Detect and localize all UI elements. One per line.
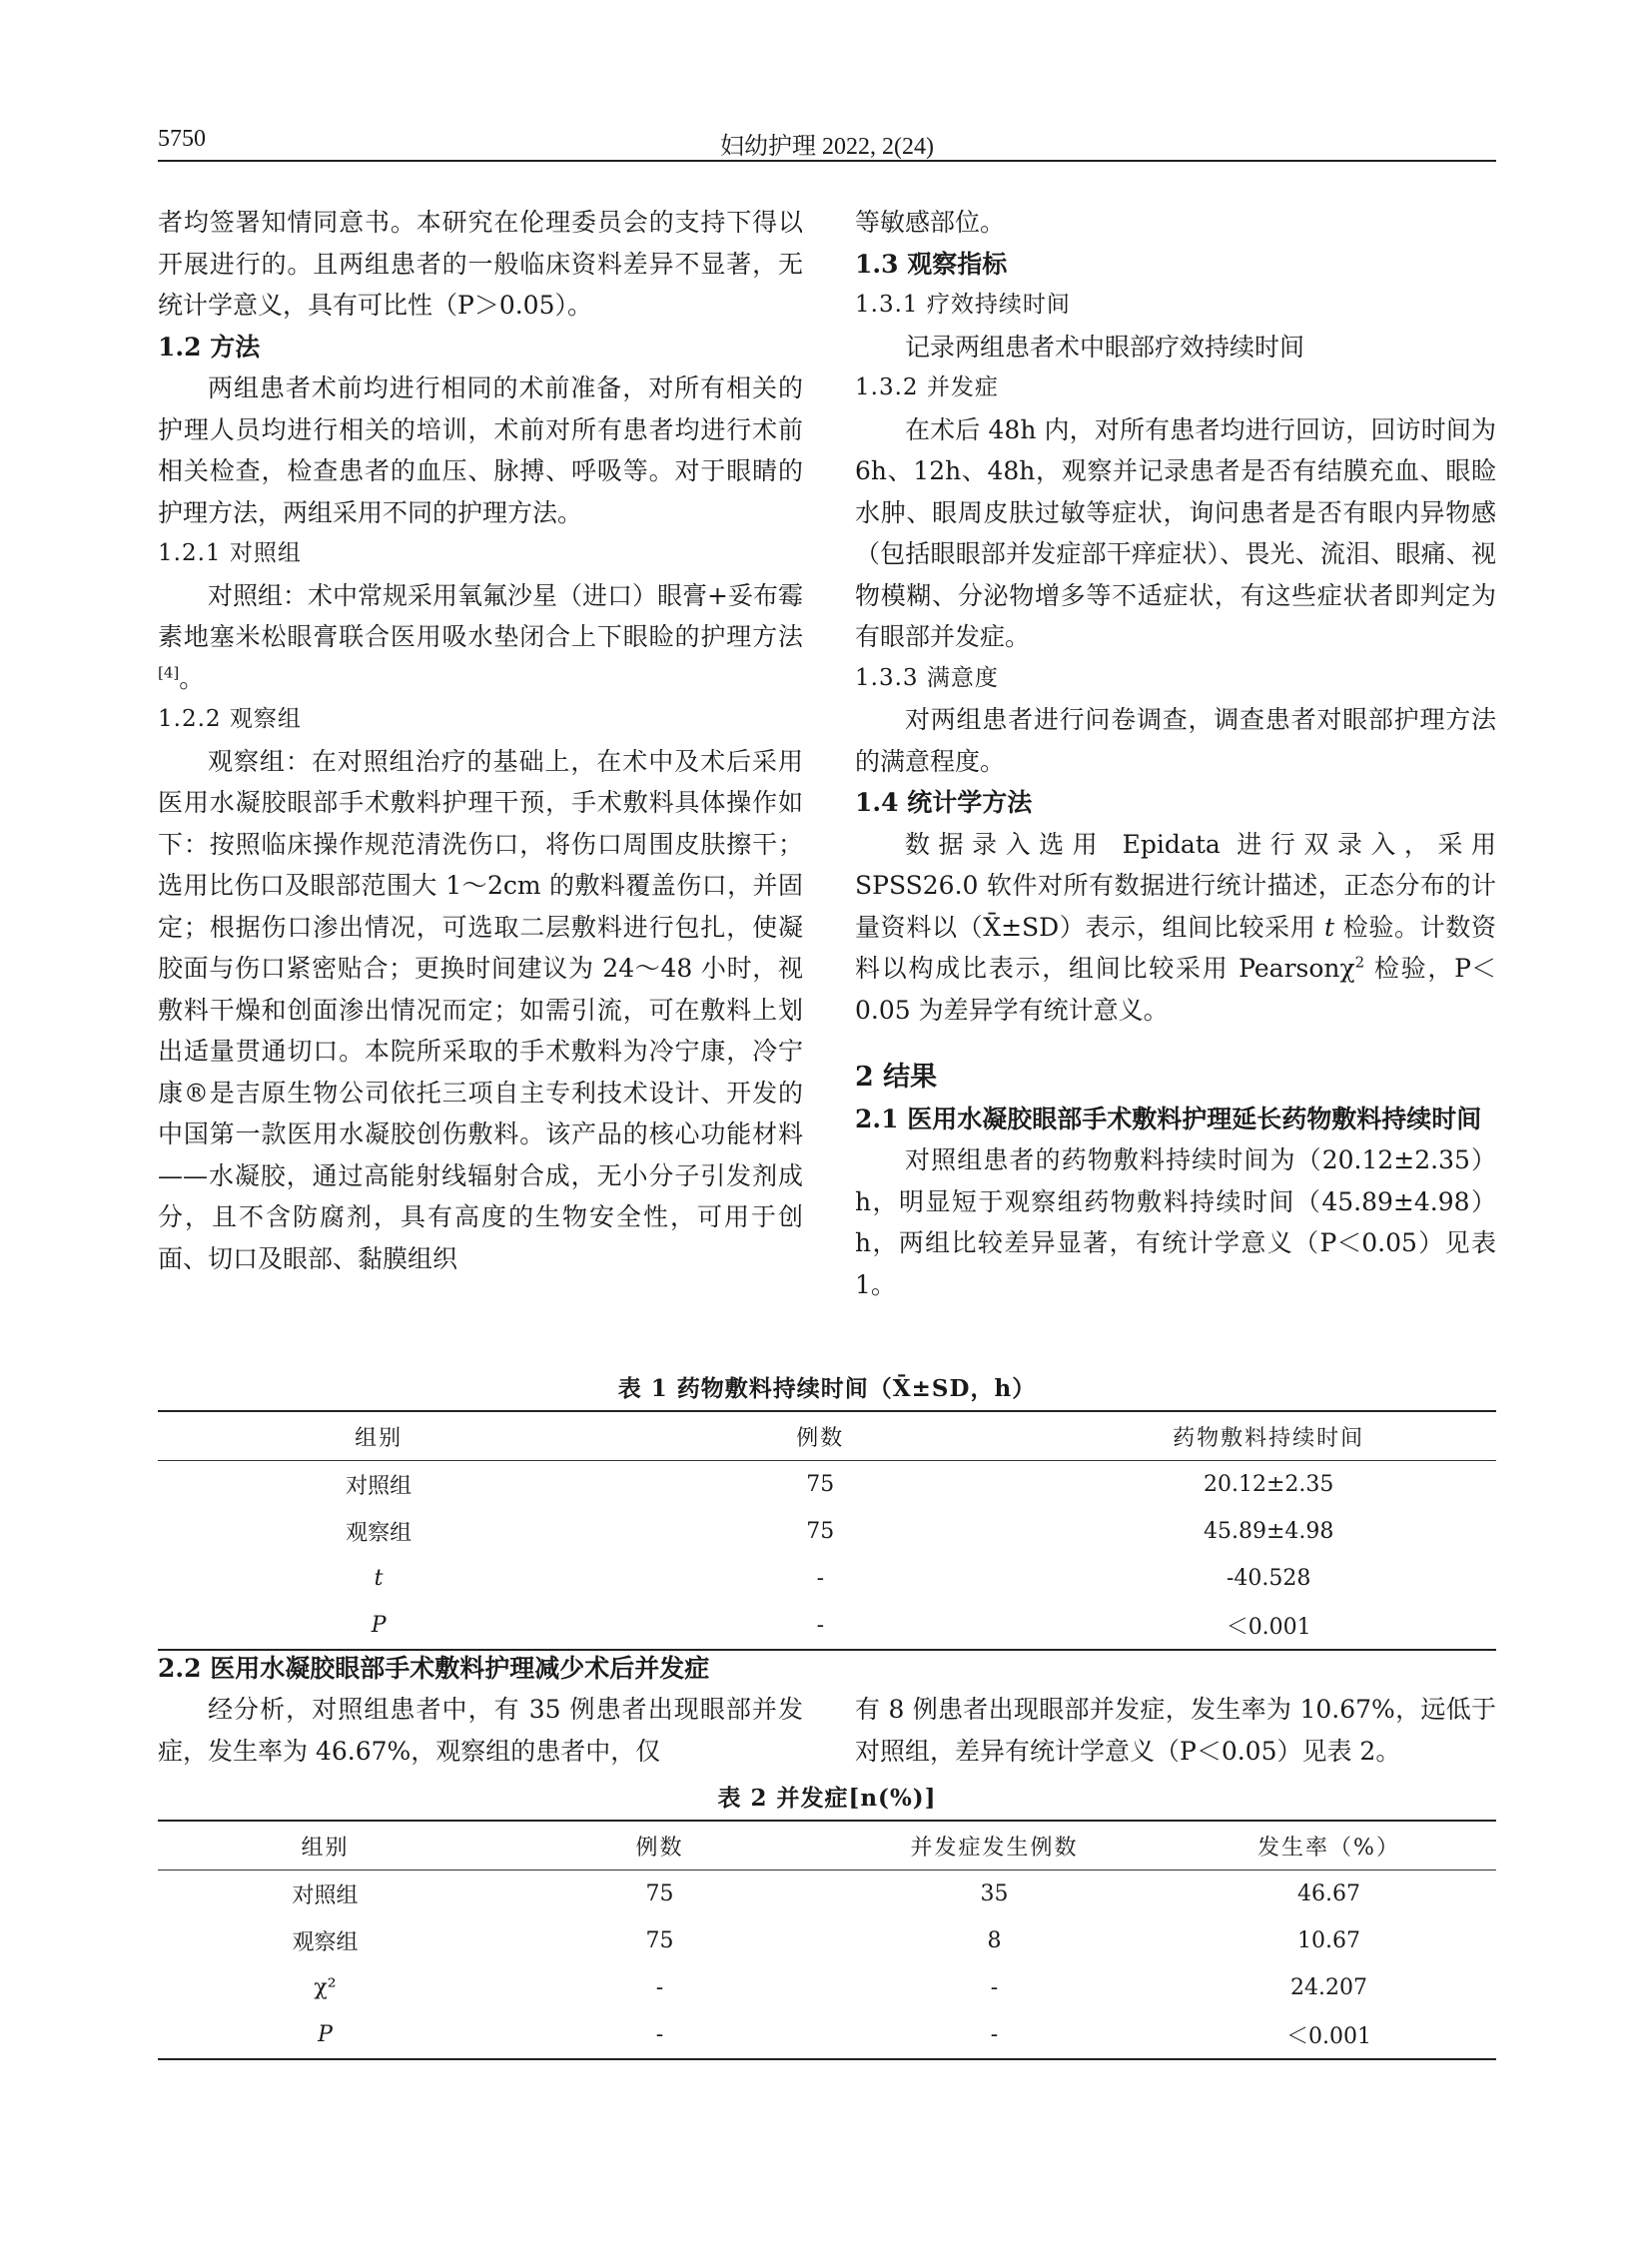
table-cell: 75 [806, 1519, 835, 1544]
table-cell: 10.67 [1297, 1928, 1360, 1953]
table-2-title: 表 2 并发症[n(%)] [717, 1785, 937, 1812]
table-cell: 75 [645, 1928, 674, 1953]
table-cell: 对照组 [292, 1883, 359, 1908]
table-cell: 观察组 [292, 1930, 359, 1955]
section-heading: 1.4 统计学方法 [855, 788, 1033, 817]
table-cell: 24.207 [1290, 1975, 1367, 2000]
table-cell: P [371, 1613, 387, 1638]
table-cell: 46.67 [1297, 1881, 1360, 1906]
page-number: 5750 [158, 126, 206, 152]
table-header: 药物敷料持续时间 [1041, 1411, 1496, 1461]
left-column [158, 202, 803, 1279]
paragraph: 者均签署知情同意书。本研究在伦理委员会的支持下得以开展进行的。且两组患者的一般临床资料差异不显著，无统计学意义，具有可比性（P＞0.05）。 [158, 208, 803, 320]
table-row [158, 1555, 1496, 1602]
table-cell: 对照组 [346, 1474, 413, 1499]
table-cell: - [816, 1613, 824, 1638]
table-1-title: 表 1 药物敷料持续时间（X̄±SD，h） [617, 1375, 1037, 1402]
subsection-heading: 1.3.2 并发症 [855, 374, 999, 400]
table-cell: - [655, 1975, 664, 2000]
table-cell: - [655, 2022, 664, 2047]
table-row [158, 1870, 1496, 1918]
table-2 [158, 1820, 1496, 2060]
table-header: 例数 [599, 1411, 1041, 1461]
table-row [158, 1508, 1496, 1555]
table-row [158, 1461, 1496, 1509]
section-2-2 [158, 1648, 1496, 1690]
table-cell: 8 [987, 1928, 1002, 1953]
paragraph: 观察组：在对照组治疗的基础上，在术中及术后采用医用水凝胶眼部手术敷料护理干预，手术敷料具体操作如下：按照临床操作规范清洗伤口，将伤口周围皮肤擦干；选用比伤口及眼部范围大 1～2cm 的敷料覆盖伤口，并固定；根据伤口渗出情况，可选取二层敷料进行包扎，使凝胶面与伤口紧密贴合；更换时间建议为 24～48 小时，视敷料干燥和创面渗出情况而定；如需引流，可在敷料上划出适量贯通切口。本院所采取的手术敷料为冷宁康，冷宁康®是吉原生物公司依托三项自主专利技术设计、开发的中国第一款医用水凝胶创伤敷料。该产品的核心功能材料——水凝胶，通过高能射线辐射合成，无小分子引发剂成分，且不含防腐剂，具有高度的生物安全性，可用于创面、切口及眼部、黏膜组织 [158, 746, 803, 1273]
table-1 [158, 1410, 1496, 1651]
table-header-row [158, 1821, 1496, 1870]
paragraph: 两组患者术前均进行相同的术前准备，对所有相关的护理人员均进行相关的培训，术前对所有患者均进行术前相关检查，检查患者的血压、脉搏、呼吸等。对于眼睛的护理方法，两组采用不同的护理方法。 [158, 374, 803, 527]
paragraph: 在术后 48h 内，对所有患者均进行回访，回访时间为 6h、12h、48h，观察并记录患者是否有结膜充血、眼睑水肿、眼周皮肤过敏等症状，询问患者是否有眼内异物感（包括眼眼部并发症部干痒症状）、畏光、流泪、眼痛、视物模糊、分泌物增多等不适症状，有这些症状者即判定为有眼部并发症。 [855, 414, 1496, 651]
table-cell: P [318, 2022, 333, 2047]
subsection-heading: 1.3.3 满意度 [855, 664, 999, 691]
table-row [158, 1964, 1496, 2011]
section-heading: 1.2 方法 [158, 332, 261, 362]
citation-ref: [4] [158, 663, 180, 682]
table-cell: 35 [980, 1881, 1009, 1906]
journal-title: 妇幼护理 2022, 2(24) [720, 134, 934, 160]
table-row [158, 1917, 1496, 1964]
section-2-2-right [855, 1689, 1496, 1772]
table-header: 并发症发生例数 [827, 1821, 1162, 1870]
table-cell: 45.89±4.98 [1203, 1519, 1334, 1544]
table-cell: 75 [645, 1881, 674, 1906]
table-cell: 20.12±2.35 [1203, 1472, 1334, 1497]
table-row [158, 2011, 1496, 2059]
right-column [855, 202, 1496, 1305]
paragraph: 对两组患者进行问卷调查，调查患者对眼部护理方法的满意程度。 [855, 705, 1496, 776]
paragraph: 等敏感部位。 [855, 208, 1006, 237]
table-header: 发生率（%） [1162, 1821, 1496, 1870]
table-cell: 观察组 [346, 1521, 413, 1546]
section-heading: 1.3 观察指标 [855, 249, 1008, 279]
table-cell: t [374, 1566, 384, 1591]
table-cell: ＜0.001 [1226, 1615, 1311, 1640]
paragraph: 经分析，对照组患者中，有 35 例患者出现眼部并发症，发生率为 46.67%，观察组的患者中，仅 [158, 1695, 803, 1766]
table-cell: 75 [806, 1472, 835, 1497]
paragraph: 数据录入选用 Epidata 进行双录入，采用 SPSS26.0 软件对所有数据进行统计描述，正态分布的计量资料以（X̄±SD）表示，组间比较采用 t 检验。计数资料以构成比表示，组间比较采用 Pearsonχ$^2$ 检验，P＜0.05 为差异学有统计意义。 [855, 829, 1496, 1025]
subsection-heading: 2.1 医用水凝胶眼部手术敷料护理延长药物敷料持续时间 [855, 1104, 1482, 1133]
section-2-2-left [158, 1689, 803, 1772]
table-row [158, 1602, 1496, 1650]
subsection-heading: 1.2.1 对照组 [158, 540, 302, 566]
subsection-heading: 1.3.1 疗效持续时间 [855, 292, 1071, 318]
table-cell: - [990, 2022, 999, 2047]
subsection-heading: 2.2 医用水凝胶眼部手术敷料护理减少术后并发症 [158, 1654, 710, 1683]
table-cell: -40.528 [1226, 1566, 1311, 1591]
table-header: 例数 [492, 1821, 827, 1870]
table-header-row [158, 1411, 1496, 1461]
page-header [158, 126, 1496, 162]
table-cell: χ² [314, 1975, 337, 2000]
paragraph: 记录两组患者术中眼部疗效持续时间 [905, 332, 1305, 362]
table-cell: - [990, 1975, 999, 2000]
subsection-heading: 1.2.2 观察组 [158, 706, 302, 732]
paragraph: 有 8 例患者出现眼部并发症，发生率为 10.67%，远低于对照组，差异有统计学意义（P＜0.05）见表 2。 [855, 1695, 1496, 1766]
table-cell: ＜0.001 [1286, 2024, 1371, 2049]
section-heading: 2 结果 [855, 1062, 938, 1093]
table-cell: - [816, 1566, 824, 1591]
table-header: 组别 [158, 1411, 599, 1461]
table-header: 组别 [158, 1821, 492, 1870]
paragraph: 对照组患者的药物敷料持续时间为（20.12±2.35）h，明显短于观察组药物敷料持续时间（45.89±4.98）h，两组比较差异显著，有统计学意义（P＜0.05）见表 1。 [855, 1145, 1496, 1299]
paragraph: 对照组：术中常规采用氧氟沙星（进口）眼膏+妥布霉素地塞米松眼膏联合医用吸水垫闭合上下眼睑的护理方法[4]。 [158, 580, 803, 693]
